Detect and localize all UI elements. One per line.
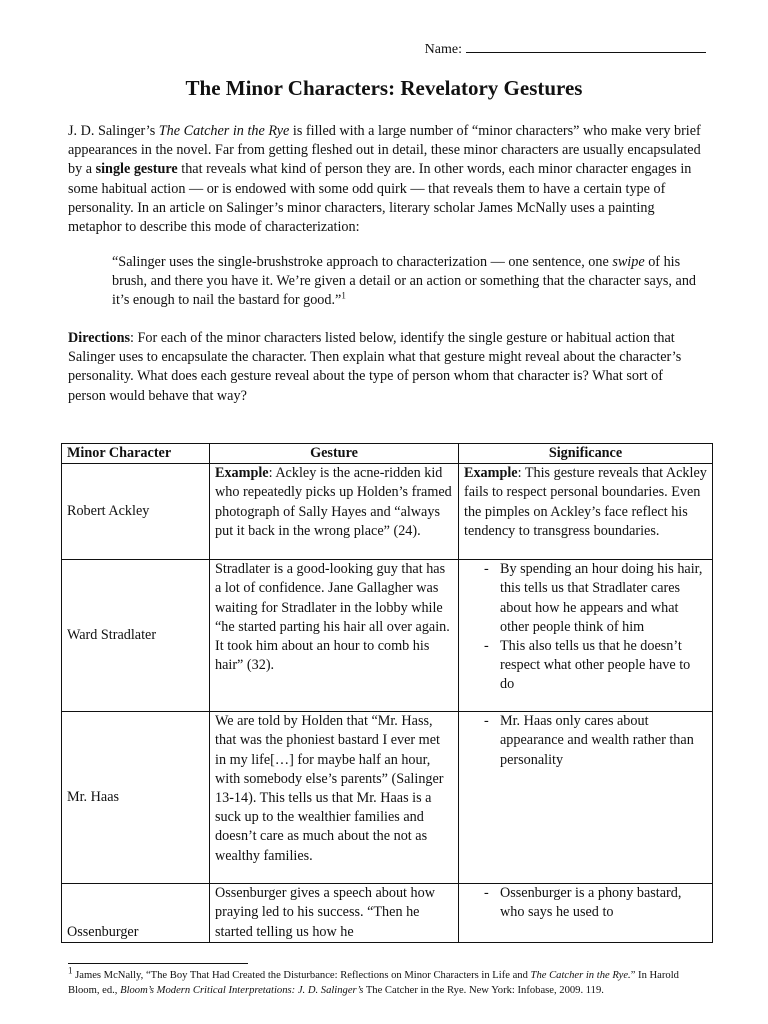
character-name: Ward Stradlater bbox=[62, 560, 210, 712]
footnote-italic-1: The Catcher in the Rye. bbox=[530, 970, 631, 981]
significance-list bbox=[464, 884, 707, 922]
quote-text-1: “Salinger uses the single-brushstroke approach to characterization — one sentence, one bbox=[112, 254, 613, 270]
name-label: Name: bbox=[424, 42, 462, 57]
quote-text-2: of his brush, and there you have it. We’re given a detail or an action or something that the character says, and it’s enough to nail the bastard for good.” bbox=[112, 254, 697, 309]
footnote bbox=[68, 965, 708, 998]
significance-cell[interactable] bbox=[459, 884, 713, 943]
directions-text: : For each of the minor characters listed below, identify the single gesture or habitual action that Salinger uses to encapsulate the character. Then explain what that gesture might reveal about the character’s personality. What does each gesture reveal about the type of person whom that character is? What sort of person would behave that way? bbox=[68, 330, 682, 404]
table-row bbox=[62, 884, 713, 943]
significance-cell[interactable] bbox=[459, 712, 713, 884]
gesture-cell[interactable]: Stradlater is a good-looking guy that has a lot of confidence. Jane Gallagher was waiting for Stradlater in the lobby while “he started parting his hair all over again. It took him about an hour to comb his hair” (32). bbox=[210, 560, 459, 712]
gesture-example-label: Example bbox=[215, 465, 269, 482]
footnote-text-1: James McNally, “The Boy That Had Created the Disturbance: Reflections on Minor Characters in Life and bbox=[72, 970, 531, 981]
list-item: - Mr. Haas only cares about appearance and wealth rather than personality bbox=[464, 712, 707, 770]
intro-text-2: is filled with a large number of “minor characters” who make very brief appearances in the novel. Far from getting fleshed out in detail, these minor characters are usually encapsulated by a bbox=[68, 123, 701, 178]
significance-list bbox=[464, 712, 707, 770]
single-gesture-emphasis: single gesture bbox=[95, 161, 178, 178]
list-item: - By spending an hour doing his hair, this tells us that Stradlater cares about how he appears and what other people think of him bbox=[464, 560, 707, 637]
header-significance: Significance bbox=[459, 444, 713, 464]
significance-example-label: Example bbox=[464, 465, 518, 482]
gesture-cell[interactable] bbox=[210, 464, 459, 560]
directions-paragraph bbox=[68, 329, 704, 406]
footnote-number: 1 bbox=[68, 965, 73, 976]
header-gesture: Gesture bbox=[210, 444, 459, 464]
footnote-text-2: ” In Harold Bloom, ed., bbox=[68, 970, 679, 996]
significance-cell[interactable] bbox=[459, 464, 713, 560]
intro-text-1: J. D. Salinger’s bbox=[68, 123, 159, 139]
table-row bbox=[62, 712, 713, 884]
table-row bbox=[62, 464, 713, 560]
significance-cell[interactable] bbox=[459, 560, 713, 712]
directions-label: Directions bbox=[68, 330, 130, 346]
intro-text-3: that reveals what kind of person they are. In other words, each minor character engages in some habitual action — or is endowed with some odd quirk — that reveals them to have a certain type of personality. In an article on Salinger’s minor characters, literary scholar James McNally uses a painting metaphor to describe this mode of characterization: bbox=[68, 161, 692, 236]
intro-paragraph bbox=[68, 122, 704, 237]
name-field[interactable] bbox=[425, 38, 706, 59]
characters-table bbox=[61, 443, 713, 943]
table-row bbox=[62, 560, 713, 712]
gesture-cell[interactable]: We are told by Holden that “Mr. Hass, that was the phoniest bastard I ever met in my life[…] for maybe half an hour, with somebody else’s parents” (Salinger 13-14). This tells us that Mr. Haas is a suck up to the wealthier families and doesn’t care as much about the not as wealthy families. bbox=[210, 712, 459, 884]
significance-text: : This gesture reveals that Ackley fails to respect personal boundaries. Even the pimples on Ackley’s face reflect his tendency to transgress boundaries. bbox=[464, 465, 707, 539]
significance-list bbox=[464, 560, 707, 694]
footnote-text-3: The Catcher in the Rye. New York: Infobase, 2009. 119. bbox=[363, 984, 604, 996]
list-item: - This also tells us that he doesn’t respect what other people have to do bbox=[464, 637, 707, 695]
table-header-row bbox=[62, 444, 713, 464]
name-blank-line[interactable] bbox=[466, 38, 706, 53]
gesture-text: : Ackley is the acne-ridden kid who repeatedly picks up Holden’s framed photograph of Sally Hayes and “always put it back in the wrong place” (24). bbox=[215, 465, 452, 539]
gesture-cell[interactable]: Ossenburger gives a speech about how praying led to his success. “Then he started telling us how he bbox=[210, 884, 459, 943]
list-item: - Ossenburger is a phony bastard, who says he used to bbox=[464, 884, 707, 922]
footnote-italic-2: Bloom’s Modern Critical Interpretations: J. D. Salinger’s bbox=[120, 984, 364, 996]
page-title: The Minor Characters: Revelatory Gestures bbox=[185, 76, 583, 100]
book-title: The Catcher in the Rye bbox=[158, 123, 290, 139]
quote-italic: swipe bbox=[612, 254, 645, 270]
block-quote bbox=[112, 253, 704, 311]
character-name: Robert Ackley bbox=[62, 464, 210, 560]
footnote-ref: 1 bbox=[341, 290, 346, 301]
header-minor-character: Minor Character bbox=[62, 444, 210, 464]
character-name: Mr. Haas bbox=[62, 712, 210, 884]
footnote-divider bbox=[68, 963, 248, 964]
character-name: Ossenburger bbox=[62, 884, 210, 943]
